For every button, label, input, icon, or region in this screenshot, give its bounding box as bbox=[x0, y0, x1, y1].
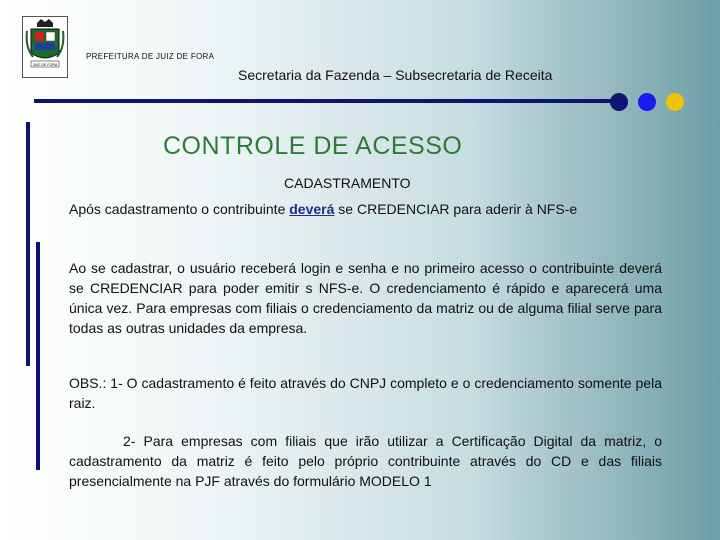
notice-text-end: se CREDENCIAR para aderir à NFS-e bbox=[334, 201, 578, 217]
section-subtitle: CADASTRAMENTO bbox=[284, 175, 411, 191]
header-divider bbox=[34, 99, 616, 103]
observation-2: 2- Para empresas com filiais que irão utilizar a Certificação Digital da matriz, o cadastramento da matriz é feito pelo próprio contribuinte através do CD e das filiais presencialmente na PJF através do formulário MODELO 1 bbox=[69, 433, 662, 489]
city-crest-logo bbox=[22, 16, 68, 78]
registration-paragraph: Ao se cadastrar, o usuário receberá login e senha e no primeiro acesso o contribuinte deverá se CREDENCIAR para poder emitir s NFS-e. O credenciamento é rápido e aparecerá uma única vez. Para empresas com filiais o credenciamento da matriz ou de alguma filial serve para todas as outras unidades da empresa. bbox=[69, 260, 662, 336]
decor-dot-dark-blue bbox=[610, 93, 628, 111]
crest-text: JUIZ DE FORA bbox=[32, 63, 58, 67]
department-name: Secretaria da Fazenda – Subsecretaria de Receita bbox=[238, 67, 553, 83]
left-accent-bar-top bbox=[26, 122, 30, 366]
left-accent-bar-bottom bbox=[36, 242, 40, 470]
page-title: CONTROLE DE ACESSO bbox=[163, 132, 463, 160]
decor-dot-blue bbox=[638, 93, 656, 111]
decor-dot-yellow bbox=[666, 93, 684, 111]
observation-1: OBS.: 1- O cadastramento é feito através do CNPJ completo e o credenciamento somente pela raiz. bbox=[69, 375, 662, 411]
org-name: PREFEITURA DE JUIZ DE FORA bbox=[86, 52, 215, 61]
notice-emphasis: deverá bbox=[289, 201, 335, 217]
notice-text-start: Após cadastramento o contribuinte bbox=[69, 201, 290, 217]
credencial-notice bbox=[69, 199, 662, 219]
